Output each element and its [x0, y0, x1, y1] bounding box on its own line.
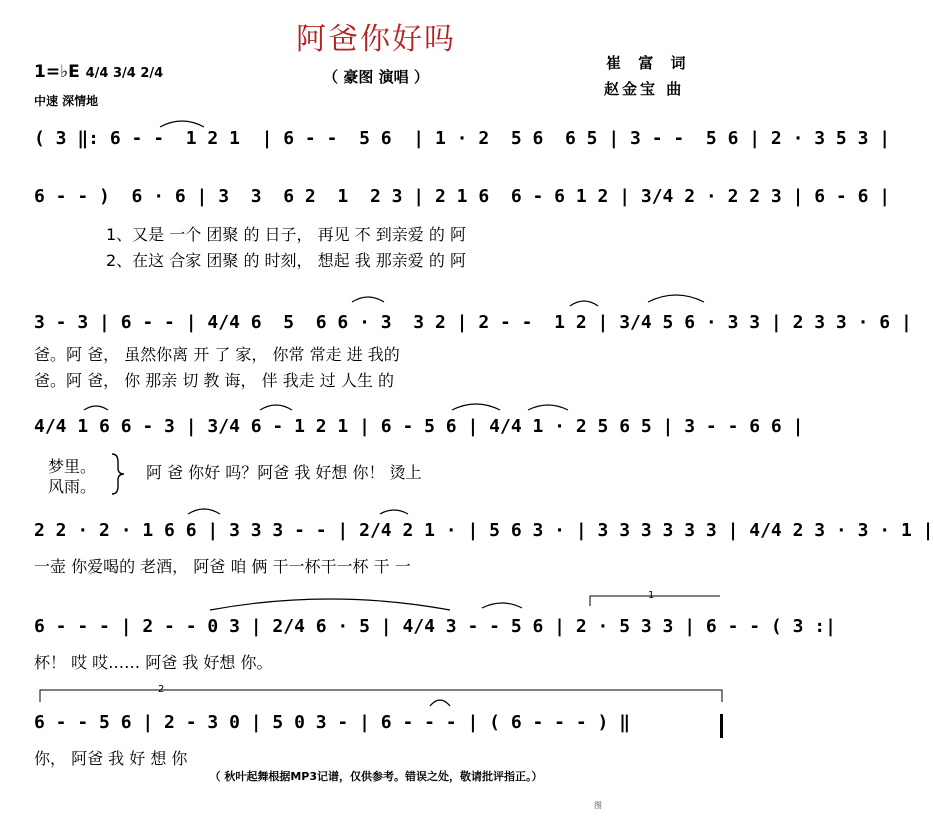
volta-2-number: 2 [158, 684, 165, 695]
score-line-5: 2 2 · 2 · 1 6 6 | 3 3 3 - - | 2/4 2 1 · | 5 6 3 · | 3 3 3 3 3 3 | 4/4 2 3 · 3 · 1 | [34, 520, 933, 541]
lyric-line-7: 你， 阿爸 我 好 想 你 [34, 749, 188, 768]
score-line-1: ( 3 ‖: 6 - - 1 2 1 | 6 - - 5 6 | 1 · 2 5 6 6 5 | 3 - - 5 6 | 2 · 3 5 3 | [34, 128, 891, 149]
lyric-line-2-verse-1: 1、又是 一个 团聚 的 日子， 再见 不 到亲爱 的 阿 [106, 225, 466, 244]
lyric-line-3-verse-1: 爸。阿 爸， 虽然你离 开 了 家， 你常 常走 进 我的 [34, 345, 400, 364]
lyric-brace [112, 454, 124, 494]
performer-subtitle: （ 豪图 演唱 ） [323, 68, 429, 86]
tempo-marking: 中速 深情地 [34, 94, 99, 108]
tie [380, 510, 408, 514]
tie [528, 405, 568, 410]
tie [430, 700, 450, 706]
lyric-line-5: 一壶 你爱喝的 老酒， 阿爸 咱 俩 干一杯干一杯 干 一 [34, 557, 411, 576]
score-line-6: 6 - - - | 2 - - 0 3 | 2/4 6 · 5 | 4/4 3 - - 5 6 | 2 · 5 3 3 | 6 - - ( 3 :| [34, 616, 836, 637]
song-title: 阿爸你好吗 [296, 22, 456, 57]
time-signature: 4/4 3/4 2/4 [85, 66, 164, 81]
final-barline [720, 714, 723, 738]
score-line-7: 6 - - 5 6 | 2 - 3 0 | 5 0 3 - | 6 - - - | ( 6 - - - ) ‖ [34, 712, 631, 733]
lyric-line-4-verse-2: 风雨。 [48, 477, 97, 496]
tie [188, 509, 220, 514]
tie [84, 406, 108, 410]
tie [160, 121, 204, 127]
volta-2-bracket [40, 690, 722, 702]
lyric-line-4-verse-1: 梦里。 [48, 457, 97, 476]
tie [452, 404, 500, 410]
lyric-line-4-chorus: 阿 爸 你好 吗？阿爸 我 好想 你！ 烫上 [146, 463, 422, 482]
lyric-line-6: 杯！ 哎 哎…… 阿爸 我 好想 你。 [34, 653, 273, 672]
watermark: 图 [594, 801, 602, 810]
tie [570, 301, 598, 306]
lyric-line-2-verse-2: 2、在这 合家 团聚 的 时刻， 想起 我 那亲爱 的 阿 [106, 251, 466, 270]
tie [648, 295, 704, 302]
tie [260, 405, 292, 410]
composer-credit: 赵金宝 曲 [604, 80, 685, 98]
tie [352, 297, 384, 302]
volta-1-number: 1 [648, 590, 655, 601]
score-line-2: 6 - - ) 6 · 6 | 3 3 6 2 1 2 3 | 2 1 6 6 - 6 1 2 | 3/4 2 · 2 2 3 | 6 - 6 | [34, 186, 891, 207]
score-line-3: 3 - 3 | 6 - - | 4/4 6 5 6 6 · 3 3 2 | 2 - - 1 2 | 3/4 5 6 · 3 3 | 2 3 3 · 6 | [34, 312, 912, 333]
key-signature: 1=♭E 4/4 3/4 2/4 [34, 62, 164, 82]
lyricist-credit: 崔 富 词 [606, 54, 692, 72]
score-line-4: 4/4 1 6 6 - 3 | 3/4 6 - 1 2 1 | 6 - 5 6 | 4/4 1 · 2 5 6 5 | 3 - - 6 6 | [34, 416, 804, 437]
volta-1-bracket [590, 596, 720, 606]
tie [482, 603, 522, 608]
tie [210, 599, 450, 610]
footnote: （ 秋叶起舞根据MP3记谱，仅供参考。错误之处，敬请批评指正。） [209, 770, 543, 783]
lyric-line-3-verse-2: 爸。阿 爸， 你 那亲 切 教 诲， 伴 我走 过 人生 的 [34, 371, 394, 390]
